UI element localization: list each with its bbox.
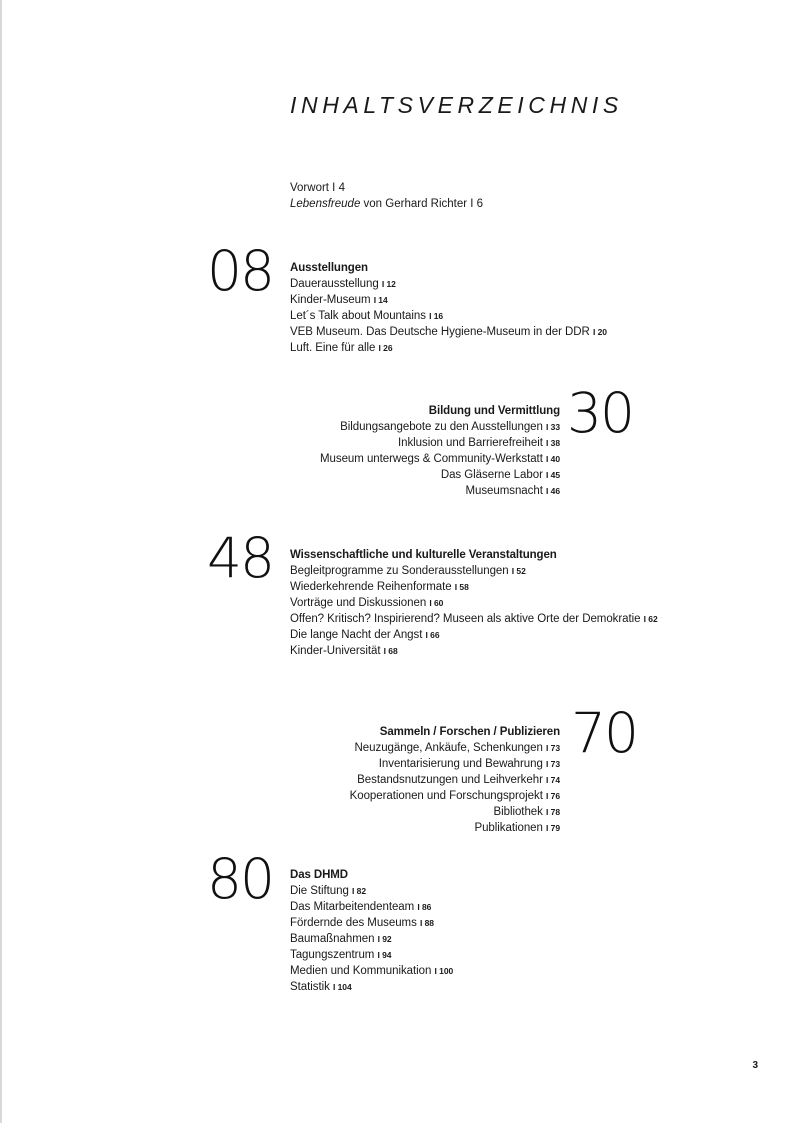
toc-entry-label: Bestandsnutzungen und Leihverkehr [357, 774, 543, 786]
toc-entry[interactable] [290, 947, 453, 963]
toc-entry[interactable] [320, 435, 560, 451]
section-dhmd [290, 867, 453, 995]
toc-entry-page: I 82 [352, 886, 366, 896]
toc-entry[interactable] [290, 643, 658, 659]
toc-entry-page: I 58 [454, 582, 469, 592]
toc-entry[interactable] [350, 772, 560, 788]
page-number: 3 [752, 1060, 758, 1071]
section-heading[interactable]: Sammeln / Forschen / Publizieren [379, 726, 560, 738]
section-heading[interactable]: Ausstellungen [290, 262, 368, 274]
section-sammeln [350, 724, 560, 836]
page-edge-rule [0, 0, 2, 1123]
toc-entry[interactable] [290, 611, 658, 627]
toc-entry-label: Das Mitarbeitendenteam [290, 901, 415, 913]
toc-entry[interactable] [350, 788, 560, 804]
section-heading[interactable]: Bildung und Vermittlung [428, 405, 560, 417]
toc-entry-page: I 62 [643, 614, 658, 624]
section-number-sammeln: 70 [571, 701, 637, 765]
toc-entry-label: Bibliothek [493, 806, 543, 818]
toc-entry-page: I 68 [383, 646, 398, 656]
toc-entry-page: I 79 [546, 823, 560, 833]
toc-entry-label: Inklusion und Barrierefreiheit [397, 437, 543, 449]
toc-entry-label: Publikationen [474, 822, 543, 834]
toc-entry[interactable] [350, 820, 560, 836]
toc-entry-page: I 40 [546, 454, 560, 464]
toc-entry-page: I 20 [592, 327, 607, 337]
toc-entry-page: I 12 [381, 279, 396, 289]
toc-entry[interactable] [290, 979, 453, 995]
toc-entry-label: Die lange Nacht der Angst [290, 629, 426, 641]
section-heading[interactable]: Wissenschaftliche und kulturelle Veranstaltungen [290, 549, 557, 561]
toc-entry-label: Museum unterwegs & Community-Werkstatt [320, 453, 543, 465]
toc-entry-label: Neuzugänge, Ankäufe, Schenkungen [354, 742, 543, 754]
toc-entry[interactable] [320, 451, 560, 467]
toc-entry-page: I 78 [546, 807, 560, 817]
toc-entry[interactable] [290, 308, 607, 324]
toc-entry[interactable] [290, 579, 658, 595]
toc-entry-label: Baumaßnahmen [290, 933, 375, 945]
toc-entry[interactable] [320, 483, 560, 499]
toc-entry[interactable] [320, 419, 560, 435]
toc-entry-page: I 88 [419, 918, 434, 928]
toc-entry[interactable] [290, 563, 658, 579]
toc-entry[interactable] [290, 324, 607, 340]
toc-entry-label: Kinder-Museum [290, 294, 371, 306]
toc-entry-page: I 66 [425, 630, 440, 640]
toc-entry[interactable] [350, 756, 560, 772]
toc-entry-page: I 38 [546, 438, 560, 448]
toc-entry-page: I 33 [546, 422, 560, 432]
toc-entry[interactable] [350, 740, 560, 756]
intro-entry-italic: Lebensfreude [290, 198, 361, 210]
section-number-bildung: 30 [567, 381, 633, 445]
toc-entry-page: I 94 [377, 950, 392, 960]
toc-entry-page: I 100 [434, 966, 454, 976]
toc-entry-page: I 52 [511, 566, 526, 576]
intro-entry-lebensfreude[interactable] [290, 196, 483, 212]
toc-entry[interactable] [290, 931, 453, 947]
toc-entry-page: I 14 [373, 295, 388, 305]
toc-entry[interactable] [290, 883, 453, 899]
section-bildung [320, 403, 560, 499]
toc-entry-label: Offen? Kritisch? Inspirierend? Museen als aktive Orte der Demokratie [290, 613, 644, 625]
section-number-dhmd: 80 [207, 847, 273, 911]
intro-block [290, 180, 483, 212]
toc-entry-label: Vorträge und Diskussionen [290, 597, 427, 609]
toc-entry-label: Wiederkehrende Reihenformate [290, 581, 452, 593]
toc-entry-page: I 86 [417, 902, 432, 912]
toc-entry-page: I 46 [546, 486, 560, 496]
section-veranstaltungen [290, 547, 658, 659]
section-number-veranstaltungen: 48 [207, 526, 273, 590]
toc-entry[interactable] [290, 276, 607, 292]
toc-entry-page: I 76 [546, 791, 560, 801]
section-ausstellungen [290, 260, 607, 356]
toc-entry-page: I 60 [429, 598, 444, 608]
toc-entry[interactable] [290, 915, 453, 931]
toc-entry-page: I 16 [429, 311, 444, 321]
toc-entry[interactable] [290, 595, 658, 611]
toc-entry[interactable] [320, 467, 560, 483]
toc-entry-label: Inventarisierung und Bewahrung [378, 758, 543, 770]
toc-entry-label: Let´s Talk about Mountains [290, 310, 426, 322]
toc-entry-label: Tagungszentrum [290, 949, 375, 961]
toc-entry-page: I 92 [377, 934, 392, 944]
toc-entry-label: Begleitprogramme zu Sonderausstellungen [290, 565, 509, 577]
toc-entry-page: I 73 [546, 743, 560, 753]
toc-entry-label: Fördernde des Museums [290, 917, 417, 929]
toc-entry[interactable] [290, 899, 453, 915]
toc-entry-label: Luft. Eine für alle [290, 342, 376, 354]
toc-entry[interactable] [290, 292, 607, 308]
toc-entry-label: Die Stiftung [290, 885, 349, 897]
toc-entry-page: I 26 [378, 343, 393, 353]
toc-entry-label: VEB Museum. Das Deutsche Hygiene-Museum in der DDR [290, 326, 590, 338]
toc-entry[interactable] [290, 627, 658, 643]
toc-entry-label: Medien und Kommunikation [290, 965, 432, 977]
intro-entry-text: von Gerhard Richter I 6 [360, 198, 484, 210]
section-heading[interactable]: Das DHMD [290, 869, 348, 881]
toc-entry-label: Museumsnacht [465, 485, 543, 497]
toc-entry-page: I 45 [546, 470, 560, 480]
toc-entry-page: I 104 [332, 982, 352, 992]
toc-entry-label: Statistik [290, 981, 330, 993]
toc-entry-page: I 74 [546, 775, 560, 785]
intro-entry-text: Vorwort I 4 [290, 182, 345, 194]
toc-entry-label: Das Gläserne Labor [440, 469, 543, 481]
intro-entry-vorwort[interactable] [290, 180, 483, 196]
toc-entry[interactable] [290, 963, 453, 979]
section-number-ausstellungen: 08 [207, 239, 273, 303]
toc-entry[interactable] [350, 804, 560, 820]
toc-entry-label: Dauerausstellung [290, 278, 379, 290]
page-title: INHALTSVERZEICHNIS [290, 92, 623, 118]
toc-entry-label: Bildungsangebote zu den Ausstellungen [340, 421, 543, 433]
toc-entry-label: Kooperationen und Forschungsprojekt [349, 790, 543, 802]
toc-entry[interactable] [290, 340, 607, 356]
toc-entry-page: I 73 [546, 759, 560, 769]
toc-entry-label: Kinder-Universität [290, 645, 381, 657]
